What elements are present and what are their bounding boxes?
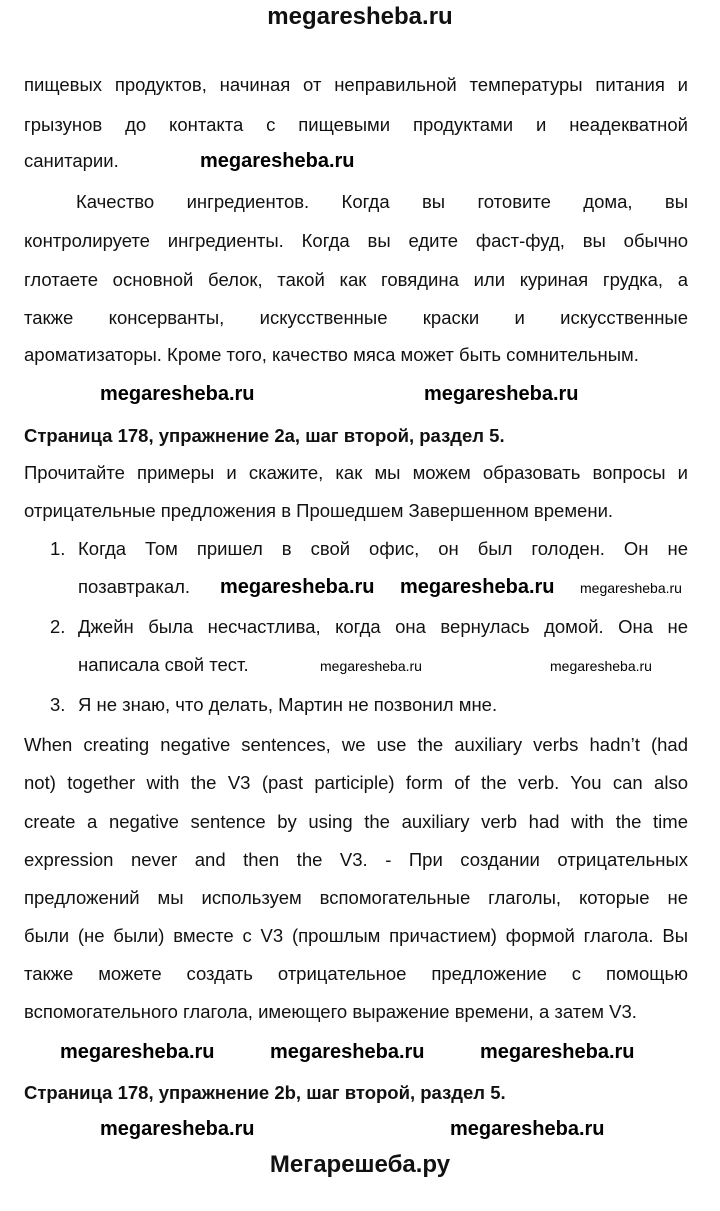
text-line: также консерванты, искусственные краски и искусственные <box>24 307 688 328</box>
site-header: megaresheba.ru <box>267 3 453 30</box>
section-heading: Страница 178, упражнение 2a, шаг второй, раздел 5. <box>24 425 505 446</box>
watermark: megaresheba.ru <box>270 1041 425 1063</box>
text-line: When creating negative sentences, we use the auxiliary verbs hadn’t (had <box>24 734 688 755</box>
text-line: отрицательные предложения в Прошедшем Завершенном времени. <box>24 500 614 521</box>
list-item: написала свой тест. <box>78 654 249 675</box>
watermark: megaresheba.ru <box>100 383 255 405</box>
text-line: грызунов до контакта с пищевыми продуктами и неадекватной <box>24 114 688 135</box>
list-item: Когда Том пришел в свой офис, он был голоден. Он не <box>78 538 688 559</box>
text-line: были (не были) вместе с V3 (прошлым причастием) формой глагола. Вы <box>24 925 688 946</box>
text-line: пищевых продуктов, начиная от неправильной температуры питания и <box>24 74 688 95</box>
list-item: Я не знаю, что делать, Мартин не позвонил мне. <box>78 694 498 715</box>
watermark: megaresheba.ru <box>424 383 579 405</box>
text-line: глотаете основной белок, такой как говядина или куриная грудка, а <box>24 269 688 290</box>
watermark: megaresheba.ru <box>480 1041 635 1063</box>
watermark: megaresheba.ru <box>100 1118 255 1140</box>
watermark: megaresheba.ru <box>320 658 422 674</box>
watermark: megaresheba.ru <box>580 580 682 596</box>
text-line: ароматизаторы. Кроме того, качество мяса может быть сомнительным. <box>24 344 639 365</box>
watermark: megaresheba.ru <box>220 576 375 598</box>
watermark: megaresheba.ru <box>550 658 652 674</box>
text-line: Прочитайте примеры и скажите, как мы можем образовать вопросы и <box>24 462 688 483</box>
text-line: not) together with the V3 (past participle) form of the verb. You can also <box>24 772 688 793</box>
watermark: megaresheba.ru <box>450 1118 605 1140</box>
list-number: 1. <box>50 538 66 559</box>
text-line: Качество ингредиентов. Когда вы готовите дома, вы <box>76 191 688 212</box>
text-line: предложений мы используем вспомогательные глаголы, которые не <box>24 887 688 908</box>
text-line: санитарии. <box>24 150 119 171</box>
list-item: позавтракал. <box>78 576 191 597</box>
list-number: 3. <box>50 694 66 715</box>
section-heading: Страница 178, упражнение 2b, шаг второй, раздел 5. <box>24 1082 506 1103</box>
text-line: expression never and then the V3. - При создании отрицательных <box>24 849 688 870</box>
list-number: 2. <box>50 616 66 637</box>
text-line: вспомогательного глагола, имеющего выражение времени, а затем V3. <box>24 1001 637 1022</box>
watermark: megaresheba.ru <box>400 576 555 598</box>
text-line: также можете создать отрицательное предложение с помощью <box>24 963 688 984</box>
watermark: megaresheba.ru <box>200 150 355 172</box>
watermark: megaresheba.ru <box>60 1041 215 1063</box>
list-item: Джейн была несчастлива, когда она вернулась домой. Она не <box>78 616 688 637</box>
text-line: create a negative sentence by using the auxiliary verb had with the time <box>24 811 688 832</box>
text-line: контролируете ингредиенты. Когда вы едите фаст-фуд, вы обычно <box>24 230 688 251</box>
site-footer: Мегарешеба.ру <box>269 1151 451 1178</box>
